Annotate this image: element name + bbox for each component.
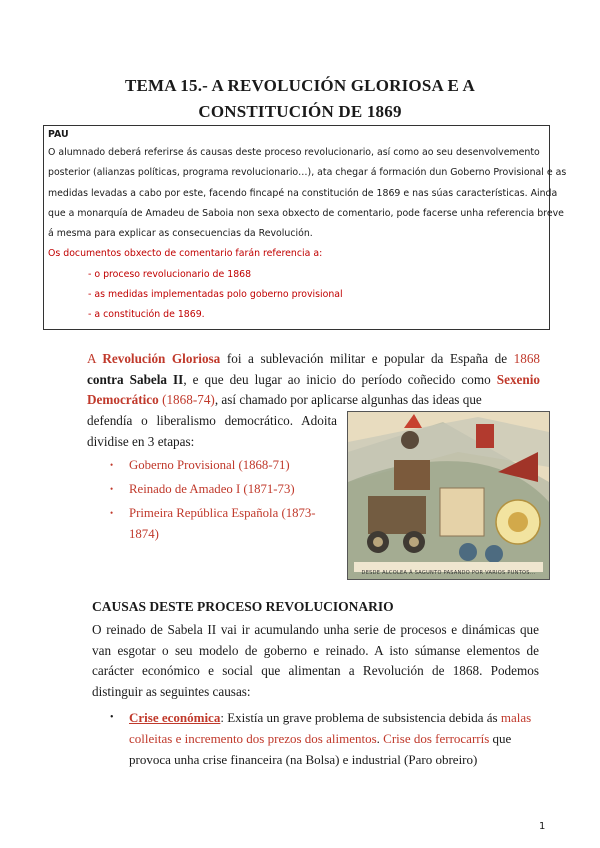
list-item [110,707,540,770]
cause-label: Crise económica [129,710,221,725]
contra-sabela-term: contra Sabela II [87,371,184,387]
stage-label: Primeira República Española (1873-1874) [129,506,316,541]
intro-text: , e que deu lugar ao inicio do período coñecido como [183,371,497,387]
page-title-line-2: CONSTITUCIÓN DE 1869 [198,102,402,121]
cause-highlight: Crise dos ferrocarrís [383,731,490,746]
sexenio-term: Sexenio Democrático [87,371,540,407]
bullet-icon: • [110,484,114,494]
pau-doc-item: - o proceso revolucionario de 1868 [88,268,252,280]
pau-box [43,125,567,330]
intro-text: A [87,351,103,366]
pau-line: O alumnado deberá referirse ás causas deste proceso revolucionario, así como ao seu desenvolvemento [48,147,540,158]
intro-wrap [87,411,337,452]
bullet-icon: • [110,460,114,470]
list-item [108,503,323,545]
causes-intro: O reinado de Sabela II vai ir acumulando unha serie de procesos e dinámicas que van esgotar o seu modelo de goberno e reinado. A isto súmanse elementos de carácter económico e social que alimentan a Revolución de 1868. Podemos distinguir as seguintes causas: [92,622,539,699]
cause-text: : Existía un grave problema de subsistencia debida ás [220,710,501,725]
intro-text: , así chamado por aplicarse algunhas das ideas que [214,392,482,407]
illustration-image [348,412,549,579]
intro-paragraph [87,349,540,411]
pau-docs-intro: Os documentos obxecto de comentario farán referencia a: [48,248,323,260]
cause-text: que provoca unha crise financeira (na Bolsa) e industrial (Paro obreiro) [129,731,512,767]
list-item [108,455,323,476]
causes-heading: CAUSAS DESTE PROCESO REVOLUCIONARIO [92,599,394,614]
cause-highlight: malas colleitas e incremento dos prezos dos alimentos [129,710,532,746]
pau-heading: PAU [48,129,69,140]
pau-doc-item: - as medidas implementadas polo goberno provisional [88,289,343,301]
pau-line: posterior (alianzas políticas, programa revolucionario…), ata chegar á formación dun Goberno Provisional e as [48,167,567,179]
pau-line: que a monarquía de Amadeu de Saboia non sexa obxecto de comentario, pode facerse unha referencia breve [48,207,564,219]
stage-label: Goberno Provisional (1868-71) [129,458,290,472]
stage-label: Reinado de Amadeo I (1871-73) [129,482,295,496]
pau-line: medidas levadas a cabo por este, facendo fincapé na constitución de 1869 e nas súas características. Ainda [48,187,558,199]
cause-body [110,707,540,770]
page-number: 1 [539,821,546,832]
sexenio-years: (1868-74) [158,392,215,407]
intro-wrap-line: dividise en 3 etapas: [87,433,195,449]
cause-text: . [376,731,384,746]
page-title-line-1: TEMA 15.- A REVOLUCIÓN GLORIOSA E A [124,76,476,95]
stages-list [108,455,323,548]
bullet-icon: • [110,712,114,723]
revolucion-gloriosa-term: Revolución Gloriosa [102,351,221,366]
pau-doc-item: - a constitución de 1869. [88,309,205,321]
list-item [108,479,323,500]
bullet-icon: • [110,508,114,518]
year-1868: 1868 [513,351,540,366]
intro-text: foi a sublevación militar e popular da España de [220,351,514,366]
pau-line: á mesma para explicar as consecuencias da Revolución. [48,228,313,240]
illustration-caption: DESDE ALCOLEA Á SAGUNTO PASANDO POR VARIOS PUNTOS... [361,570,536,576]
intro-wrap-line: defendía o liberalismo democrático. Adoita [87,413,337,428]
historical-illustration [347,411,550,580]
